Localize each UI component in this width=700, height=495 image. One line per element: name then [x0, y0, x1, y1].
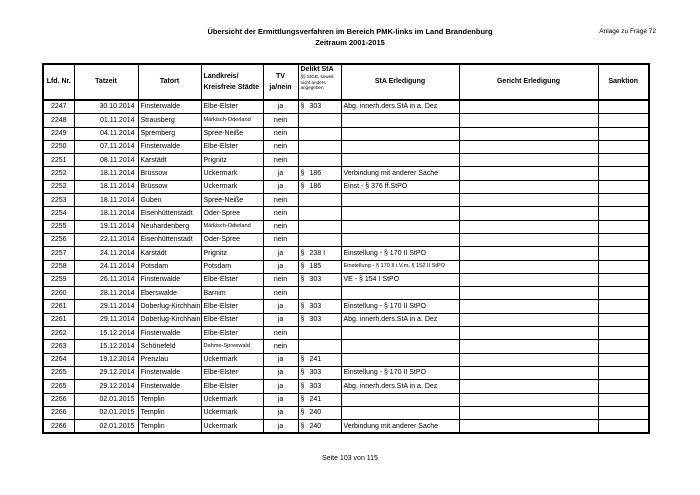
header-tatort: Tatort: [138, 64, 201, 100]
cell-sanktion: [598, 287, 649, 300]
cell-delikt: [298, 114, 341, 127]
cell-lfd-nr: 2251: [43, 154, 74, 167]
table-row: [43, 114, 649, 127]
cell-gericht-erledigung: [459, 287, 598, 300]
cell-landkreis: Elbe-Elster: [201, 273, 263, 286]
cell-tatort: Templin: [138, 393, 201, 406]
cell-tv: ja: [263, 100, 298, 114]
cell-sanktion: [598, 380, 649, 393]
header-gericht-erledigung: Gericht Erledigung: [459, 64, 598, 100]
cell-tatort: Karstädt: [138, 247, 201, 260]
cell-sta-erledigung: [341, 194, 459, 207]
cell-tv: nein: [263, 273, 298, 286]
cell-lfd-nr: 2265: [43, 366, 74, 379]
cell-tv: ja: [263, 300, 298, 313]
cell-gericht-erledigung: [459, 127, 598, 140]
table-row: [43, 340, 649, 353]
cell-tatzeit: 18.11.2014: [74, 167, 138, 180]
delikt-number: 303: [309, 302, 322, 310]
header-tatzeit: Tatzeit: [74, 64, 138, 100]
cell-delikt: [298, 207, 341, 220]
cell-tatort: Potsdam: [138, 260, 201, 273]
table-row: [43, 194, 649, 207]
cell-sanktion: [598, 100, 649, 114]
cell-landkreis: Barnim: [201, 287, 263, 300]
table-row: [43, 127, 649, 140]
delikt-number: 240: [309, 409, 322, 417]
cell-delikt: [298, 194, 341, 207]
cell-sta-erledigung: Einstellung - § 170 II StPO: [341, 300, 459, 313]
cell-tv: ja: [263, 366, 298, 379]
cell-tv: ja: [263, 260, 298, 273]
cell-sanktion: [598, 300, 649, 313]
table-row: [43, 300, 649, 313]
table-row: [43, 287, 649, 300]
cell-landkreis: Märkisch-Oderland: [201, 114, 263, 127]
cell-sta-erledigung: [341, 207, 459, 220]
cell-landkreis: Uckermark: [201, 180, 263, 193]
cell-lfd-nr: 2252: [43, 180, 74, 193]
cell-tv: ja: [263, 247, 298, 260]
paragraph-sign: §: [300, 409, 305, 417]
header-sta-erledigung: StA Erledigung: [341, 64, 459, 100]
paragraph-sign: §: [300, 422, 305, 430]
cell-lfd-nr: 2253: [43, 194, 74, 207]
cell-tatzeit: 19.11.2014: [74, 220, 138, 233]
cell-sanktion: [598, 194, 649, 207]
cell-tatort: Templin: [138, 420, 201, 434]
table-row: [43, 327, 649, 340]
cell-sta-erledigung: Einstellung - § 170 II StPO: [341, 366, 459, 379]
cell-tatzeit: 29.12.2014: [74, 366, 138, 379]
cell-sta-erledigung: Einst.- § 376 ff.StPO: [341, 180, 459, 193]
cell-sta-erledigung: Verbindung mit anderer Sache: [341, 420, 459, 434]
cell-sanktion: [598, 247, 649, 260]
cell-tatzeit: 07.11.2014: [74, 140, 138, 153]
table-row: [43, 260, 649, 273]
cell-sanktion: [598, 273, 649, 286]
cell-sta-erledigung: [341, 393, 459, 406]
cell-tv: nein: [263, 114, 298, 127]
cell-tatort: Neuhardenberg: [138, 220, 201, 233]
cell-tatort: Eberswalde: [138, 287, 201, 300]
cell-sta-erledigung: [341, 220, 459, 233]
paragraph-sign: §: [300, 369, 305, 377]
table-header: [43, 64, 649, 100]
cell-tv: ja: [263, 313, 298, 326]
document-title-block: [0, 27, 700, 49]
cell-lfd-nr: 2259: [43, 273, 74, 286]
cell-gericht-erledigung: [459, 140, 598, 153]
delikt-number: 238 I: [309, 249, 326, 257]
cell-gericht-erledigung: [459, 366, 598, 379]
cell-delikt: [298, 154, 341, 167]
cell-delikt: [298, 313, 341, 326]
cell-tatzeit: 29.11.2014: [74, 313, 138, 326]
cell-delikt: [298, 393, 341, 406]
cell-delikt: [298, 327, 341, 340]
header-landkreis: Landkreis/ Kreisfreie Städte: [201, 64, 263, 100]
cell-sta-erledigung: [341, 327, 459, 340]
delikt-number: 303: [309, 369, 322, 377]
cell-gericht-erledigung: [459, 207, 598, 220]
cell-gericht-erledigung: [459, 300, 598, 313]
cell-sta-erledigung: Abg. innerh.ders.StA in a. Dez: [341, 380, 459, 393]
cell-tatort: Brüssow: [138, 167, 201, 180]
table-row: [43, 100, 649, 114]
cell-sanktion: [598, 154, 649, 167]
cell-tatzeit: 18.11.2014: [74, 207, 138, 220]
cell-sanktion: [598, 140, 649, 153]
cell-tatort: Eisenhüttenstadt: [138, 207, 201, 220]
cell-tatort: Finsterwalde: [138, 140, 201, 153]
cell-delikt: [298, 300, 341, 313]
cell-gericht-erledigung: [459, 180, 598, 193]
cell-lfd-nr: 2262: [43, 327, 74, 340]
paragraph-sign: §: [300, 316, 305, 324]
cell-tatort: Prenzlau: [138, 353, 201, 366]
cell-tatzeit: 29.12.2014: [74, 380, 138, 393]
cell-tatort: Templin: [138, 406, 201, 419]
cell-sta-erledigung: VE - § 154 I StPO: [341, 273, 459, 286]
cell-sta-erledigung: [341, 353, 459, 366]
cell-delikt: [298, 260, 341, 273]
cell-sanktion: [598, 313, 649, 326]
cell-sanktion: [598, 327, 649, 340]
cell-gericht-erledigung: [459, 247, 598, 260]
cell-tv: ja: [263, 353, 298, 366]
header-tv: TV ja/nein: [263, 64, 298, 100]
cell-gericht-erledigung: [459, 313, 598, 326]
page-subtitle: Zeitraum 2001-2015: [315, 37, 385, 47]
paragraph-sign: §: [300, 103, 305, 111]
cell-tatort: Finsterwalde: [138, 327, 201, 340]
cell-sta-erledigung: [341, 114, 459, 127]
cell-lfd-nr: 2263: [43, 340, 74, 353]
cell-delikt: [298, 366, 341, 379]
cell-sta-erledigung: [341, 406, 459, 419]
cell-landkreis: Dahme-Spreewald: [201, 340, 263, 353]
cell-sanktion: [598, 207, 649, 220]
cell-tatzeit: 15.12.2014: [74, 340, 138, 353]
cell-delikt: [298, 180, 341, 193]
cell-lfd-nr: 2261: [43, 313, 74, 326]
cell-tatort: Guben: [138, 194, 201, 207]
cell-lfd-nr: 2266: [43, 393, 74, 406]
table-row: [43, 167, 649, 180]
cell-gericht-erledigung: [459, 167, 598, 180]
table-row: [43, 313, 649, 326]
cell-delikt: [298, 380, 341, 393]
cell-gericht-erledigung: [459, 233, 598, 246]
delikt-number: 186: [309, 183, 322, 191]
cases-table: [42, 63, 650, 434]
paragraph-sign: §: [300, 356, 305, 364]
cell-sta-erledigung: Einstellung - § 170 II StPO: [341, 247, 459, 260]
cell-delikt: [298, 100, 341, 114]
cell-gericht-erledigung: [459, 273, 598, 286]
cell-delikt: [298, 127, 341, 140]
delikt-number: 303: [309, 382, 322, 390]
cell-sta-erledigung: [341, 340, 459, 353]
cell-gericht-erledigung: [459, 406, 598, 419]
cell-delikt: [298, 220, 341, 233]
cell-tv: ja: [263, 420, 298, 434]
cell-tv: nein: [263, 140, 298, 153]
cell-tatzeit: 22.11.2014: [74, 233, 138, 246]
cell-lfd-nr: 2257: [43, 247, 74, 260]
cell-tatzeit: 01.11.2014: [74, 114, 138, 127]
cell-sanktion: [598, 353, 649, 366]
cell-tatzeit: 04.11.2014: [74, 127, 138, 140]
cell-landkreis: Oder-Spree: [201, 207, 263, 220]
cell-tv: ja: [263, 393, 298, 406]
cell-tatzeit: 28.11.2014: [74, 287, 138, 300]
cell-sta-erledigung: [341, 127, 459, 140]
cell-tv: nein: [263, 207, 298, 220]
table-row: [43, 353, 649, 366]
cell-tatzeit: 24.11.2014: [74, 260, 138, 273]
cell-landkreis: Spree-Neiße: [201, 194, 263, 207]
cell-sta-erledigung: Abg. innerh.ders.StA in a. Dez: [341, 100, 459, 114]
delikt-number: 186: [309, 169, 322, 177]
cell-tatort: Eisenhüttenstadt: [138, 233, 201, 246]
cell-lfd-nr: 2248: [43, 114, 74, 127]
cell-sta-erledigung: Einstellung - § 170 II i.V.m. § 152 II StPO: [341, 260, 459, 273]
cell-delikt: [298, 167, 341, 180]
cell-tatort: Finsterwalde: [138, 380, 201, 393]
cell-tatort: Finsterwalde: [138, 273, 201, 286]
cell-delikt: [298, 233, 341, 246]
cell-sanktion: [598, 180, 649, 193]
cell-landkreis: Potsdam: [201, 260, 263, 273]
cell-sanktion: [598, 340, 649, 353]
cell-delikt: [298, 406, 341, 419]
cell-tatzeit: 02.01.2015: [74, 420, 138, 434]
cell-landkreis: Prignitz: [201, 154, 263, 167]
cell-tv: ja: [263, 406, 298, 419]
cell-tatzeit: 08.11.2014: [74, 154, 138, 167]
cell-tatort: Schönefeld: [138, 340, 201, 353]
cell-sanktion: [598, 393, 649, 406]
table-row: [43, 233, 649, 246]
cell-sta-erledigung: [341, 140, 459, 153]
cell-landkreis: Uckermark: [201, 393, 263, 406]
table-row: [43, 380, 649, 393]
paragraph-sign: §: [300, 396, 305, 403]
cell-tv: ja: [263, 167, 298, 180]
cell-delikt: [298, 287, 341, 300]
cell-tatort: Doberlug-Kirchhain: [138, 313, 201, 326]
cell-tatzeit: 15.12.2014: [74, 327, 138, 340]
table-row: [43, 207, 649, 220]
cell-lfd-nr: 2261: [43, 300, 74, 313]
paragraph-sign: §: [300, 276, 305, 284]
cell-gericht-erledigung: [459, 327, 598, 340]
header-delikt: Delikt StA §§ StGB, soweit nicht anders angegeben: [298, 64, 341, 100]
cell-lfd-nr: 2249: [43, 127, 74, 140]
cell-landkreis: Uckermark: [201, 406, 263, 419]
cell-gericht-erledigung: [459, 260, 598, 273]
delikt-number: 303: [309, 103, 322, 111]
cell-lfd-nr: 2250: [43, 140, 74, 153]
table-body: [43, 100, 649, 433]
cell-tv: nein: [263, 194, 298, 207]
cell-delikt: [298, 340, 341, 353]
cell-gericht-erledigung: [459, 380, 598, 393]
cell-tv: nein: [263, 340, 298, 353]
cell-landkreis: Elbe-Elster: [201, 313, 263, 326]
cell-gericht-erledigung: [459, 420, 598, 434]
cell-gericht-erledigung: [459, 194, 598, 207]
cell-landkreis: Elbe-Elster: [201, 366, 263, 379]
cell-tatort: Spremberg: [138, 127, 201, 140]
cell-tatzeit: 18.11.2014: [74, 180, 138, 193]
cell-delikt: [298, 420, 341, 434]
cell-lfd-nr: 2266: [43, 420, 74, 434]
cell-landkreis: Elbe-Elster: [201, 100, 263, 114]
paragraph-sign: §: [300, 169, 305, 177]
paragraph-sign: §: [300, 249, 305, 257]
cell-gericht-erledigung: [459, 100, 598, 114]
cell-sanktion: [598, 233, 649, 246]
cell-tv: nein: [263, 127, 298, 140]
cell-tatzeit: 29.11.2014: [74, 300, 138, 313]
cell-lfd-nr: 2258: [43, 260, 74, 273]
cell-lfd-nr: 2256: [43, 233, 74, 246]
paragraph-sign: §: [300, 263, 305, 271]
cell-sanktion: [598, 114, 649, 127]
cell-tatort: Strausberg: [138, 114, 201, 127]
cell-sta-erledigung: Verbindung mit anderer Sache: [341, 167, 459, 180]
table-row: [43, 366, 649, 379]
cell-landkreis: Spree-Neiße: [201, 127, 263, 140]
cell-gericht-erledigung: [459, 393, 598, 406]
cell-lfd-nr: 2252: [43, 167, 74, 180]
cell-gericht-erledigung: [459, 340, 598, 353]
cell-tv: nein: [263, 233, 298, 246]
cell-landkreis: Uckermark: [201, 167, 263, 180]
paragraph-sign: §: [300, 302, 305, 310]
cell-lfd-nr: 2247: [43, 100, 74, 114]
cell-tatzeit: 18.11.2014: [74, 194, 138, 207]
cell-sanktion: [598, 366, 649, 379]
page-title: Übersicht der Ermittlungsverfahren im Bereich PMK-links im Land Brandenburg: [207, 27, 493, 36]
cell-tatzeit: 19.12.2014: [74, 353, 138, 366]
cell-tatort: Doberlug-Kirchhain: [138, 300, 201, 313]
table-row: [43, 273, 649, 286]
cell-delikt: [298, 273, 341, 286]
cell-sanktion: [598, 260, 649, 273]
cell-tatort: Brüssow: [138, 180, 201, 193]
cell-landkreis: Elbe-Elster: [201, 327, 263, 340]
cell-tv: nein: [263, 287, 298, 300]
table-row: [43, 393, 649, 406]
cell-tv: ja: [263, 380, 298, 393]
cell-gericht-erledigung: [459, 154, 598, 167]
cell-landkreis: Elbe-Elster: [201, 140, 263, 153]
cell-landkreis: Uckermark: [201, 353, 263, 366]
table-row: [43, 406, 649, 419]
cell-sta-erledigung: Abg. innerh.ders.StA in a. Dez: [341, 313, 459, 326]
cell-tatzeit: 24.11.2014: [74, 247, 138, 260]
delikt-number: 303: [309, 316, 322, 324]
cell-sta-erledigung: [341, 154, 459, 167]
cell-sanktion: [598, 406, 649, 419]
delikt-number: 241: [309, 396, 322, 403]
cell-lfd-nr: 2264: [43, 353, 74, 366]
cell-landkreis: Elbe-Elster: [201, 380, 263, 393]
table-row: [43, 154, 649, 167]
table-row: [43, 420, 649, 434]
cell-lfd-nr: 2254: [43, 207, 74, 220]
paragraph-sign: §: [300, 183, 305, 191]
delikt-number: 185: [309, 263, 322, 271]
cell-sanktion: [598, 420, 649, 434]
cell-landkreis: Märkisch-Oderland: [201, 220, 263, 233]
cell-tatort: Finsterwalde: [138, 100, 201, 114]
cell-landkreis: Elbe-Elster: [201, 300, 263, 313]
cell-tv: nein: [263, 154, 298, 167]
cell-tv: nein: [263, 220, 298, 233]
table-row: [43, 220, 649, 233]
table-row: [43, 247, 649, 260]
cell-tatzeit: 02.01.2015: [74, 393, 138, 406]
cell-tatzeit: 26.11.2014: [74, 273, 138, 286]
cell-delikt: [298, 353, 341, 366]
cell-tv: ja: [263, 180, 298, 193]
paragraph-sign: §: [300, 382, 305, 390]
cell-lfd-nr: 2260: [43, 287, 74, 300]
cell-landkreis: Oder-Spree: [201, 233, 263, 246]
cell-lfd-nr: 2255: [43, 220, 74, 233]
cell-tatort: Karstädt: [138, 154, 201, 167]
cell-delikt: [298, 140, 341, 153]
cell-gericht-erledigung: [459, 114, 598, 127]
header-sanktion: Sanktion: [598, 64, 649, 100]
cell-sanktion: [598, 167, 649, 180]
cell-sanktion: [598, 220, 649, 233]
header-lfd-nr: Lfd. Nr.: [43, 64, 74, 100]
cell-landkreis: Uckermark: [201, 420, 263, 434]
table-row: [43, 180, 649, 193]
page-footer: Seite 103 von 115: [322, 455, 378, 462]
table-row: [43, 140, 649, 153]
annotation-label: Anlage zu Frage 72: [599, 28, 656, 35]
cell-tatzeit: 30.10.2014: [74, 100, 138, 114]
delikt-number: 240: [309, 422, 322, 430]
cell-tatzeit: 02.01.2015: [74, 406, 138, 419]
delikt-number: 303: [309, 276, 322, 284]
cell-lfd-nr: 2266: [43, 406, 74, 419]
cell-sta-erledigung: [341, 233, 459, 246]
cell-delikt: [298, 247, 341, 260]
cell-sta-erledigung: [341, 287, 459, 300]
cell-gericht-erledigung: [459, 353, 598, 366]
cell-gericht-erledigung: [459, 220, 598, 233]
cell-tv: nein: [263, 327, 298, 340]
cell-sanktion: [598, 127, 649, 140]
cell-tatort: Finsterwalde: [138, 366, 201, 379]
delikt-number: 241: [309, 356, 322, 364]
cell-lfd-nr: 2265: [43, 380, 74, 393]
cell-landkreis: Prignitz: [201, 247, 263, 260]
